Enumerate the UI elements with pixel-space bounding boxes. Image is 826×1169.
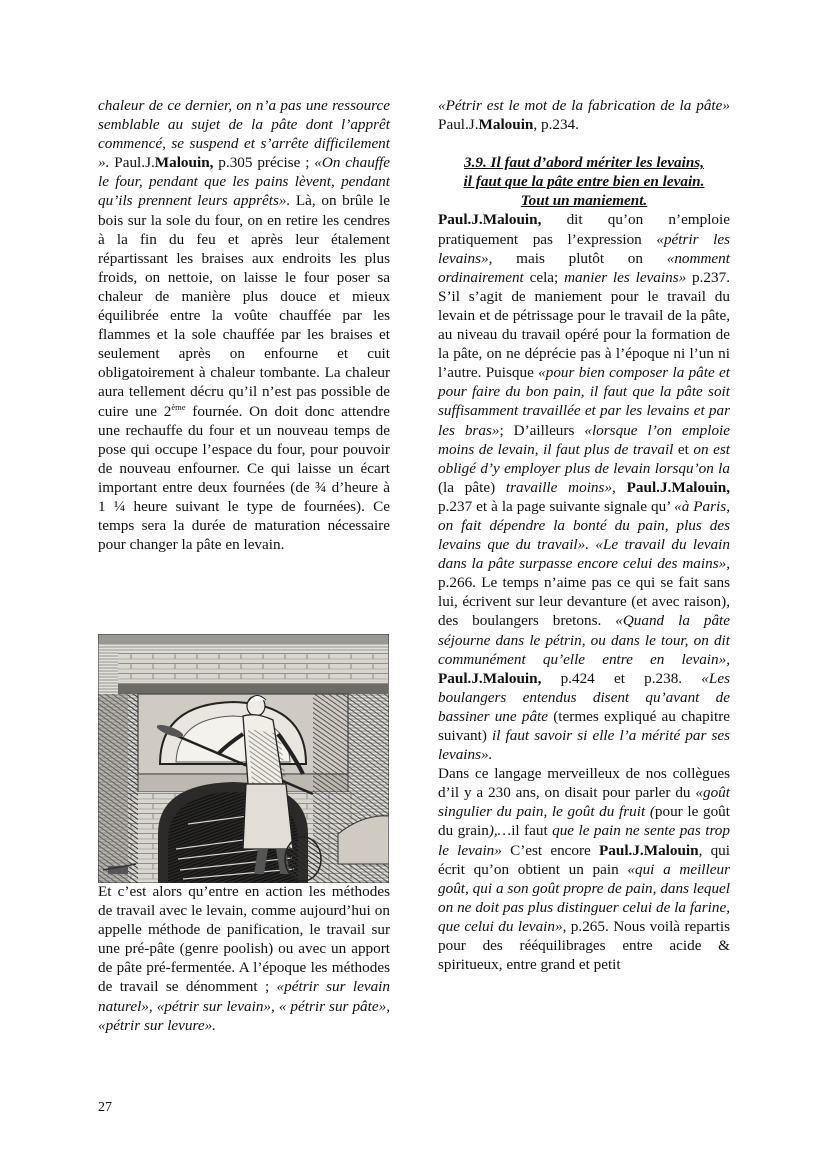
right-p1-runs xyxy=(438,97,730,133)
text-run: p.424 et p.238. xyxy=(541,669,702,687)
text-run: , p.266. Le temps n’aime pas ce qui se fait sans lui, écrivent sur leur devanture (et avec raison), des boulangers bretons. xyxy=(438,555,730,630)
text-run: «goût singulier du pain, le goût du fruit ( xyxy=(438,784,730,821)
text-run: «pour bien composer la pâte et pour faire du bon pain, il faut que la pâte soit suffisamment travaillée et par les levains et par les bras» xyxy=(438,364,730,439)
text-run: Malouin xyxy=(478,116,534,134)
text-run: (la pâte) xyxy=(438,478,506,496)
right-column xyxy=(438,96,730,974)
text-run: on est obligé d’y employer plus de levain lorsqu’on la xyxy=(438,440,731,477)
text-run: C’est encore xyxy=(501,841,599,859)
right-paragraph-2 xyxy=(438,210,730,764)
text-run: «nomment ordinairement xyxy=(438,249,730,286)
text-run: p.305 précise ; xyxy=(213,154,315,172)
text-run: «Les boulangers entendus disent qu’avant de bassiner une pâte xyxy=(438,669,730,725)
text-run: pour le goût du grain xyxy=(438,803,730,840)
text-run: , p.265. Nous voilà repartis pour des rééquilibrages entre acide & spiritueux, entre grand et petit xyxy=(438,917,730,974)
text-run: Malouin, xyxy=(154,154,214,172)
text-run: Malouin, xyxy=(482,211,542,229)
text-run: Paul.J. xyxy=(599,841,644,859)
text-run: «Quand la pâte séjourne dans le pétrin, ou dans le tour, on dit communément qu’elle entre en levain», xyxy=(438,612,730,668)
text-run: travaille moins», xyxy=(505,478,616,496)
text-run: (termes expliqué au chapitre suivant) xyxy=(438,707,730,744)
text-run: ),… xyxy=(488,822,512,840)
text-run: Paul.J. xyxy=(438,116,479,134)
text-run: Malouin xyxy=(643,841,699,859)
caption-runs xyxy=(98,883,390,1034)
text-run: «à Paris, on fait dépendre la bonté du pain, plus des levains que du travail». «Le travail du levain dans la pâte surpasse encore celui des mains» xyxy=(438,497,730,573)
section-heading xyxy=(438,153,730,210)
text-run: Là, on brûle le bois sur la sole du four, on en retire les cendres à la fin du feu et après leur étalement répartissant les braises aux endroits les plus froids, on nettoie, on laisse le four poser sa chaleur de manière plus douce et mieux équilibrée entre la voûte chauffée par les flammes et la sole chauffée par les braises et seulement après on enfourne et cuit obligatoirement à chaleur tombante. La chaleur aura tellement décru qu’il n’est pas possible de cuire une 2 xyxy=(98,192,390,420)
text-run: Paul.J. xyxy=(626,478,672,496)
text-run: Paul.J. xyxy=(438,211,483,229)
text-run: et xyxy=(673,440,694,458)
left-p1-tail: fournée. On doit donc attendre une rechauffe du four et un nouveau temps de pose qui occupe l’espace du four, pour pouvoir de nouveau enfourner. Ce qui laisse un écart important entre deux fournées (de ¾ d’heure à 1 ¼ heure suivant le type de fournées). Ce temps sera la durée de maturation nécessaire pour changer la pâte en levain. xyxy=(98,402,391,554)
text-run: cela; xyxy=(523,268,565,286)
text-run: que le pain ne sente pas trop le levain» xyxy=(438,822,730,859)
left-paragraph-1 xyxy=(98,96,390,554)
text-run: dit qu’on n’emploie pratiquement pas l’expression xyxy=(438,211,730,248)
page-number: 27 xyxy=(98,1100,112,1115)
right-paragraph-1 xyxy=(438,96,730,134)
text-run: il faut xyxy=(511,822,553,840)
text-run: «qui a meilleur goût, qui a son goût propre de pain, dans lequel on ne doit pas plus distinguer celui de la farine, que celui du levain» xyxy=(438,860,730,935)
left-p1-runs xyxy=(98,97,390,420)
text-run: mais plutôt on xyxy=(492,249,667,267)
text-run: «pétrir les levains», xyxy=(438,230,731,267)
text-run: il faut savoir si elle l’a mérité par ses levains». xyxy=(438,727,731,764)
text-run: «Pétrir est le mot de la fabrication de la pâte» xyxy=(438,97,730,114)
section-heading-line-2: il faut que la pâte entre bien en levain. xyxy=(463,173,705,191)
caption-paragraph xyxy=(98,882,390,1035)
left-column xyxy=(98,96,390,554)
text-run: manier les levains» xyxy=(564,268,687,286)
text-run: Dans ce langage merveilleux de nos collègues d’il y a 230 ans, on disait pour parler du xyxy=(438,765,730,802)
section-heading-line-3: Tout un maniement. xyxy=(520,192,648,210)
text-run: Et c’est alors qu’entre en action les méthodes de travail avec le levain, comme aujourd’hui on appelle méthode de panification, le travail sur une pré-pâte (genre poolish) ou avec un apport de pâte pré-fermentée. A l’époque les méthodes de travail se dénomment ; xyxy=(98,883,390,996)
text-run: chaleur de ce dernier, on n’a pas une ressource semblable au sujet de la pâte dont l’apprêt commencé, se suspend et s’arrête difficilement ». xyxy=(98,97,390,172)
text-run: p.237. S’il s’agit de maniement pour le travail du levain et de pétrissage pour le travail de la pâte, au niveau du travail opéré pour la formation de la pâte, on ne déprécie pas à l’époque ni l’un ni l’autre. Puisque xyxy=(438,268,730,382)
text-run: Malouin, xyxy=(671,478,731,496)
section-heading-line-1: 3.9. Il faut d’abord mériter les levains, xyxy=(463,154,705,172)
right-paragraph-3 xyxy=(438,764,730,974)
text-run: «pétrir sur levain naturel», «pétrir sur levain», « pétrir sur pâte», «pétrir sur levure». xyxy=(98,978,390,1034)
text-run: , qui écrit qu’on obtient un pain xyxy=(438,841,730,878)
right-p3-runs xyxy=(438,765,730,973)
right-p2-runs xyxy=(438,211,730,763)
text-run: «On chauffe le four, pendant que les pains lèvent, pendant qu’ils prennent leurs apprêts». xyxy=(98,154,391,210)
bakery-oven-engraving xyxy=(98,634,389,883)
text-run: p.237 et à la page suivante signale qu’ xyxy=(438,497,675,515)
text-run xyxy=(616,479,627,496)
text-run: Paul.J. xyxy=(114,154,155,172)
text-run: , p.234. xyxy=(533,116,579,134)
text-run: Malouin, xyxy=(482,669,542,687)
text-run: ; D’ailleurs xyxy=(499,421,585,439)
text-run: Paul.J. xyxy=(438,669,483,687)
superscript: ème xyxy=(171,401,186,412)
engraving-caption xyxy=(98,882,390,1035)
text-run: «lorsque l’on emploie moins de levain, il faut plus de travail xyxy=(438,421,731,458)
